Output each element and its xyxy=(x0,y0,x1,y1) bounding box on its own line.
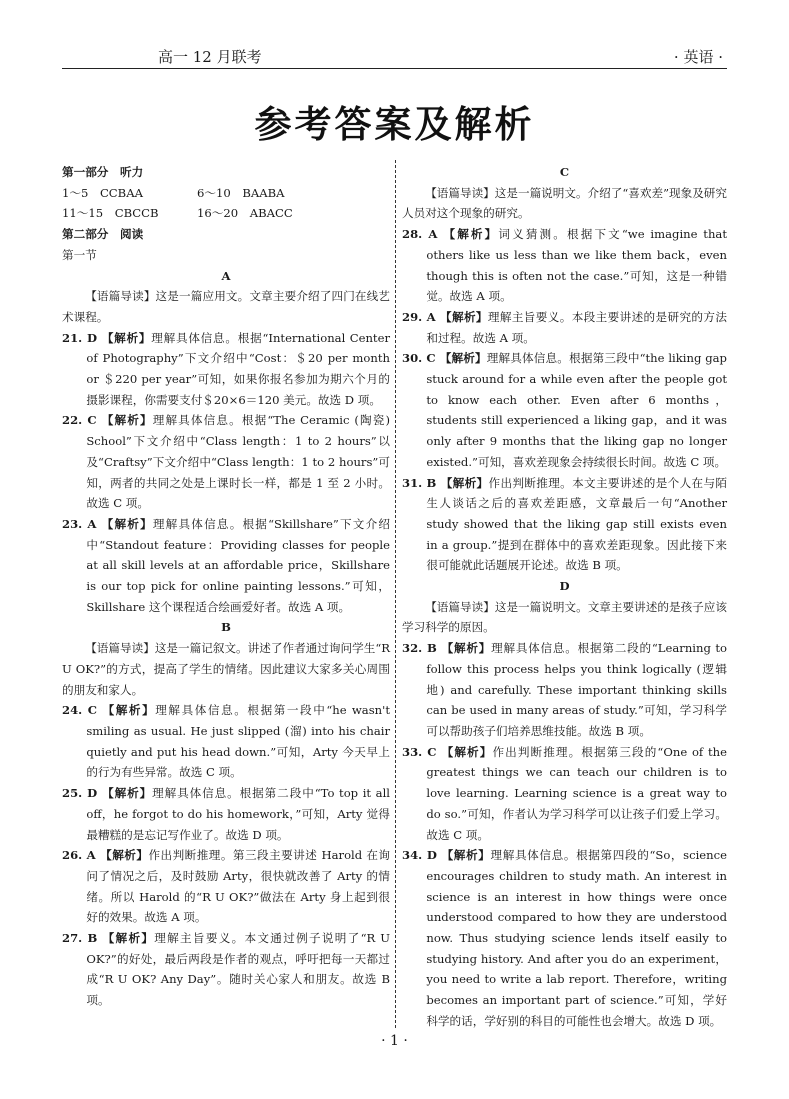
answer-tag: 21. D 【解析】 xyxy=(62,330,152,345)
answer-34 xyxy=(402,845,727,1031)
answer-tag: 34. D 【解析】 xyxy=(402,848,491,863)
answer-text: 理解主旨要义。本段主要讲述的是研究的方法和过程。故选 A 项。 xyxy=(426,309,727,345)
answer-25 xyxy=(62,783,390,845)
answer-tag: 32. B 【解析】 xyxy=(402,641,492,656)
answer-32 xyxy=(402,638,727,742)
answer-text: 理解具体信息。根据第二段中“To top it all off，he forgot to do his homework，”可知，Arty 觉得最糟糕的是忘记写作业了。故选 D 项。 xyxy=(86,786,390,842)
answer-29 xyxy=(402,307,727,348)
answer-22 xyxy=(62,410,390,514)
answer-tag: 22. C 【解析】 xyxy=(62,413,153,428)
answer-text: 理解具体信息。根据第一段中“he wasn't smiling as usual. He just slipped (溜) into his chair quietly and put his head down.”可知，Arty 今天早上的行为有些异常。故选 C 项。 xyxy=(86,703,390,780)
answer-28 xyxy=(402,224,727,307)
passage-d-heading: D xyxy=(559,579,570,594)
answer-text: 作出判断推理。第三段主要讲述 Harold 在询问了情况之后，及时鼓励 Arty，很快就改善了 Arty 的情绪。所以 Harold 的“R U OK?”做法在 Arty 身上起到很好的效果。故选 A 项。 xyxy=(86,848,391,925)
answer-tag: 33. C 【解析】 xyxy=(402,744,493,759)
answer-text: 理解具体信息。根据第二段的“Learning to follow this process helps you think logically (逻辑地) and carefully. These important thinking skills can be used in many areas of study.”可知，学习科学可以帮助孩子们培养思维技能。故选 B 项。 xyxy=(426,641,727,738)
answer-tag: 26. A 【解析】 xyxy=(62,848,149,863)
part1-heading: 第一部分 听力 xyxy=(62,165,144,179)
page-header xyxy=(62,44,727,69)
answer-text: 理解具体信息。根据第四段的“So，science encourages children to study math. An interest in science is an interest in how things were once understood compared to how they are understood now. Thus studying science lends itself easily to studying history. And after you do an experiment，you need to write a lab report. Therefore，writing becomes an important part of science.”可知，学好科学的话，学好别的科目的可能性也会增大。故选 D 项。 xyxy=(426,848,727,1028)
answer-tag: 30. C 【解析】 xyxy=(402,351,487,366)
answer-tag: 31. B 【解析】 xyxy=(402,475,489,490)
answer-text: 作出判断推理。根据第三段的“One of the greatest things we can teach our children is to love learning. Learning science is a great way to do so.”可知，作者认为学习科学可以让孩子们爱上学习。故选 C 项。 xyxy=(426,744,727,842)
answer-tag: 23. A 【解析】 xyxy=(62,516,153,531)
subject-label: · 英语 · xyxy=(673,48,723,66)
answer-range: 16～20 ABACC xyxy=(197,206,293,221)
passage-a-heading: A xyxy=(221,268,231,283)
answer-tag: 28. A 【解析】 xyxy=(402,227,499,242)
answer-range: 6～10 BAABA xyxy=(197,185,285,200)
answer-text: 理解主旨要义。本文通过例子说明了“R U OK?”的好处，最后两段是作者的观点，呼吁把每一天都过成“R U OK? Any Day”。随时关心家人和朋友。故选 B 项。 xyxy=(86,931,390,1008)
answer-tag: 25. D 【解析】 xyxy=(62,786,153,801)
answer-row xyxy=(62,183,390,204)
passage-c-intro: 【语篇导读】这是一篇说明文。介绍了“喜欢差”现象及研究人员对这个现象的研究。 xyxy=(402,185,727,221)
answer-text: 理解具体信息。根据“Skillshare”下文介绍中“Standout feature：Providing classes for people at all skill levels at an affordable price，Skillshare is our top pick for online painting lessons.”可知，Skillshare 这个课程适合绘画爱好者。故选 A 项。 xyxy=(86,516,390,614)
answer-31 xyxy=(402,473,727,577)
passage-b-intro: 【语篇导读】这是一篇记叙文。讲述了作者通过询问学生“R U OK?”的方式，提高了学生的情绪。因此建议大家多关心周围的朋友和家人。 xyxy=(62,641,390,697)
answer-30 xyxy=(402,348,727,472)
answer-21 xyxy=(62,328,390,411)
page-title: 参考答案及解析 xyxy=(254,103,535,146)
left-column xyxy=(62,162,390,1011)
answer-tag: 27. B 【解析】 xyxy=(62,931,155,946)
passage-c-heading: C xyxy=(559,165,570,179)
answer-range: 1～5 CCBAA xyxy=(62,185,143,200)
section1-heading: 第一节 xyxy=(62,247,97,262)
part2-heading: 第二部分 阅读 xyxy=(62,227,144,242)
exam-name: 高一 12 月联考 xyxy=(158,48,262,66)
answer-tag: 29. A 【解析】 xyxy=(402,309,488,324)
right-column xyxy=(402,162,727,1032)
answer-text: 作出判断推理。本文主要讲述的是个人在与陌生人谈话之后的喜欢差距感，文章最后一句“Another study showed that the liking gap still exists even in a group.”提到在群体中的喜欢差距现象。因此接下来很可能就此话题展开论述。故选 B 项。 xyxy=(426,475,727,573)
answer-23 xyxy=(62,514,390,618)
page-number: · 1 · xyxy=(381,1033,408,1049)
answer-text: 理解具体信息。根据第三段中“the liking gap stuck around for a while even after the people got to know each other. Even after 6 months，students still experienced a liking gap，and it was only after 9 months that the liking gap no longer existed.”可知，喜欢差现象会持续很长时间。故选 C 项。 xyxy=(426,351,727,469)
passage-a-intro: 【语篇导读】这是一篇应用文。文章主要介绍了四门在线艺术课程。 xyxy=(62,289,390,324)
answer-text: 理解具体信息。根据“The Ceramic (陶瓷) School”下文介绍中“Class length：1 to 2 hours”以及“Craftsy”下文介绍中“Class length：1 to 2 hours”可知，两者的共同之处是上课时长一样，都是 1 至 2 小时。故选 C 项。 xyxy=(86,413,390,511)
answer-26 xyxy=(62,845,390,928)
column-divider xyxy=(395,160,396,1028)
answer-27 xyxy=(62,928,390,1011)
answer-33 xyxy=(402,742,727,846)
answer-24 xyxy=(62,700,390,783)
answer-text: 理解具体信息。根据“International Center of Photography”下文介绍中“Cost：＄20 per month or ＄220 per year”可知，如果你报名参加为期六个月的摄影课程，你需要支付＄20×6＝120 美元。故选 D 项。 xyxy=(86,330,390,407)
answer-row xyxy=(62,203,390,224)
answer-text: 词义猜测。根据下文“we imagine that others like us less than we like them back，even though this is often not the case.”可知，这是一种错觉。故选 A 项。 xyxy=(426,227,727,304)
answer-tag: 24. C 【解析】 xyxy=(62,703,156,718)
passage-d-intro: 【语篇导读】这是一篇说明文。文章主要讲述的是孩子应该学习科学的原因。 xyxy=(402,599,727,635)
passage-b-heading: B xyxy=(221,620,231,635)
answer-range: 11～15 CBCCB xyxy=(62,206,159,221)
